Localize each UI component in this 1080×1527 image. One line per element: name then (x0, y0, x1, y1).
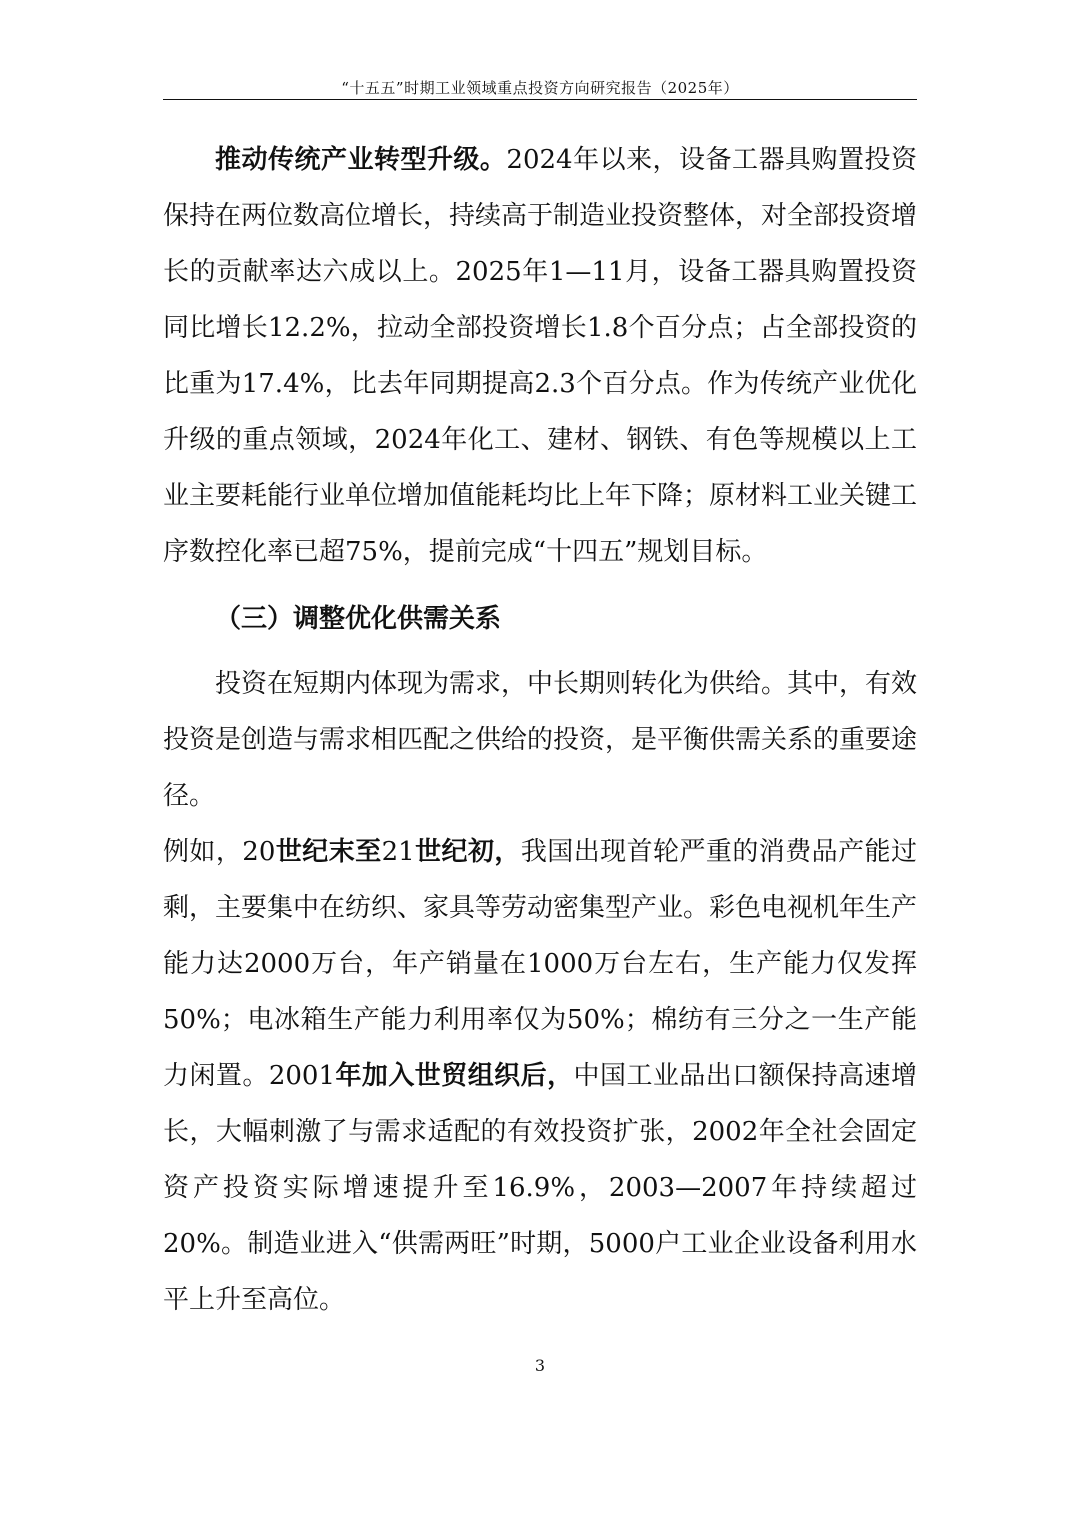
header-divider (163, 99, 917, 100)
section-heading: （三）调整优化供需关系 (215, 604, 502, 634)
page-number: 3 (534, 1356, 546, 1375)
paragraph-text: 2024年以来，设备工器具购置投资保持在两位数高位增长，持续高于制造业投资整体，对全部投资增长的贡献率达六成以上。2025年1—11月，设备工器具购置投资同比增长12.2%，拉动全部投资增长1.8个百分点；占全部投资的比重为17.4%，比去年同期提高2.3个百分点。作为传统产业优化升级的重点领域，2024年化工、建材、钢铁、有色等规模以上工业主要耗能行业单位增加值能耗均比上年下降；原材料工业关键工序数控化率已超75%，提前完成“十四五”规划目标。 (163, 145, 918, 567)
text-run: 中国工业品出口额保持高速增长，大幅刺激了与需求适配的有效投资扩张，2002年全社会固定资产投资实际增速提升至16.9%，2003—2007年持续超过20%。制造业进入“供需两旺”时期，5000户工业企业设备利用水平上升至高位。 (163, 1061, 917, 1315)
text-run: 21 (381, 837, 415, 867)
paragraph-upgrade (163, 132, 917, 580)
section-supply-demand (163, 656, 917, 1328)
text-run: 我国出现首轮严重的消费品产能过剩，主要集中在纺织、家具等劳动密集型产业。彩色电视机年生产能力达2000万台，年产销量在1000万台左右，生产能力仅发挥50%；电冰箱生产能力利用率仅为50%；棉纺有三分之一生产能力闲置。2001 (163, 837, 918, 1091)
paragraph-overcapacity (163, 824, 917, 1328)
paragraph-lead: 推动传统产业转型升级。 (215, 145, 507, 175)
text-run-bold: 年加入世贸组织后， (334, 1061, 574, 1091)
text-run-bold: 世纪初， (414, 837, 521, 867)
page-header-title: “十五五”时期工业领域重点投资方向研究报告（2025年） (341, 79, 739, 97)
text-run-bold: 世纪末至 (275, 837, 382, 867)
paragraph-investment: 投资在短期内体现为需求，中长期则转化为供给。其中，有效投资是创造与需求相匹配之供给的投资，是平衡供需关系的重要途径。 (163, 669, 918, 811)
section-upgrade (163, 132, 917, 580)
text-run: 例如，20 (163, 837, 276, 867)
